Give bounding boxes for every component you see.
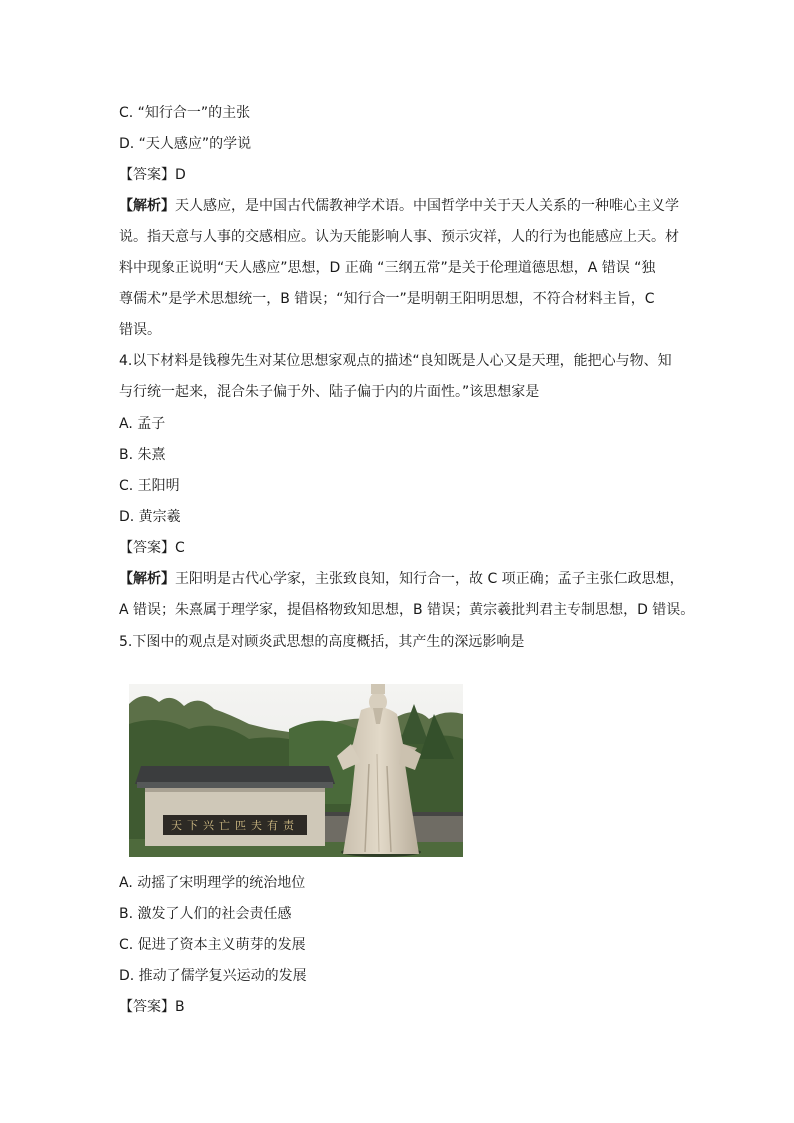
q5-stem: 5.下图中的观点是对顾炎武思想的高度概括，其产生的深远影响是 [119, 634, 525, 650]
q3-answer: 【答案】D [119, 167, 186, 183]
q3-analysis-label: 【解析】 [119, 198, 175, 214]
q3-analysis-line: 说。指天意与人事的交感相应。认为天能影响人事、预示灾祥，人的行为也能感应上天。材 [119, 229, 679, 245]
q3-analysis-line: 尊儒术”是学术思想统一，B 错误；“知行合一”是明朝王阳明思想，不符合材料主旨，C [119, 291, 655, 307]
q3-option-d: D. “天人感应”的学说 [119, 136, 252, 152]
q3-analysis-line: 错误。 [119, 322, 161, 338]
q5-option-a: A. 动摇了宋明理学的统治地位 [119, 875, 306, 891]
q4-stem-line: 4.以下材料是钱穆先生对某位思想家观点的描述“良知既是人心又是天理，能把心与物、知 [119, 353, 672, 369]
q5-option-d: D. 推动了儒学复兴运动的发展 [119, 968, 307, 984]
q4-stem-line: 与行统一起来，混合朱子偏于外、陆子偏于内的片面性。”该思想家是 [119, 384, 540, 400]
q4-stem [119, 346, 679, 408]
q4-option-a: A. 孟子 [119, 416, 166, 432]
q4-analysis-label: 【解析】 [119, 571, 175, 587]
q4-analysis-line: A 错误；朱熹属于理学家，提倡格物致知思想，B 错误；黄宗羲批判君主专制思想，D 错误。 [119, 602, 695, 618]
q3-analysis-line: 【解析】天人感应，是中国古代儒教神学术语。中国哲学中关于天人关系的一种唯心主义学 [119, 198, 679, 214]
q4-option-d: D. 黄宗羲 [119, 509, 181, 525]
q4-answer: 【答案】C [119, 540, 185, 556]
q3-option-c: C. “知行合一”的主张 [119, 105, 251, 121]
q5-answer: 【答案】B [119, 999, 185, 1015]
inscription-text: 天下兴亡匹夫有责 [171, 819, 299, 832]
q4-option-b: B. 朱熹 [119, 447, 166, 463]
q4-option-c: C. 王阳明 [119, 478, 180, 494]
q3-analysis [119, 191, 679, 346]
q4-analysis-line: 【解析】王阳明是古代心学家，主张致良知，知行合一，故 C 项正确；孟子主张仁政思想， [119, 571, 684, 587]
q3-analysis-line: 料中现象正说明“天人感应”思想，D 正确 “三纲五常”是关于伦理道德思想，A 错误 “独 [119, 260, 656, 276]
q5-option-b: B. 激发了人们的社会责任感 [119, 906, 292, 922]
gu-yanwu-statue-photo [129, 684, 463, 857]
q4-analysis [119, 564, 695, 626]
q5-option-c: C. 促进了资本主义萌芽的发展 [119, 937, 306, 953]
